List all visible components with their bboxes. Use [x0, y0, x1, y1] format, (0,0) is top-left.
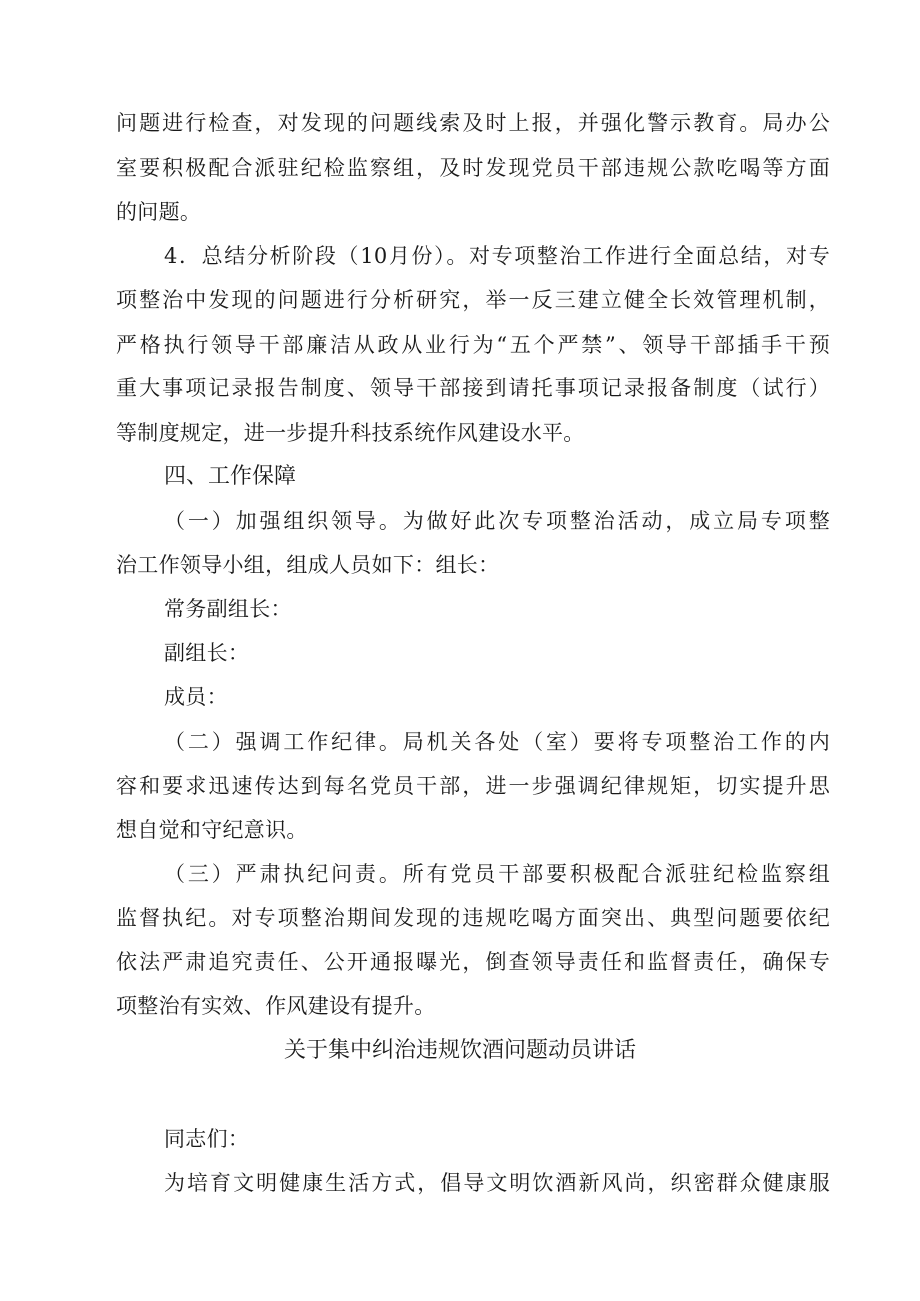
body-line: 重大事项记录报告制度、领导干部接到请托事项记录报备制度（试行） — [116, 376, 830, 400]
body-line: （一）加强组织领导。为做好此次专项整治活动，成立局专项整 — [164, 509, 830, 533]
body-line: 的问题。 — [116, 200, 202, 224]
body-line: 项整治中发现的问题进行分析研究，举一反三建立健全长效管理机制， — [116, 288, 830, 312]
body-line: 项整治有实效、作风建设有提升。 — [116, 994, 436, 1018]
body-line: 为培育文明健康生活方式，倡导文明饮酒新风尚，织密群众健康服 — [164, 1171, 830, 1195]
body-line: 问题进行检查，对发现的问题线索及时上报，并强化警示教育。局办公 — [116, 111, 830, 135]
body-line: 容和要求迅速传达到每名党员干部，进一步强调纪律规矩，切实提升思 — [116, 774, 830, 798]
body-line: 依法严肃追究责任、公开通报曝光，倒查领导责任和监督责任，确保专 — [116, 950, 830, 974]
section-heading: 四、工作保障 — [164, 464, 297, 489]
body-line: 想自觉和守纪意识。 — [116, 818, 308, 842]
body-line: 严格执行领导干部廉洁从政从业行为“五个严禁”、领导干部插手干预 — [116, 333, 830, 357]
body-line: 常务副组长： — [164, 597, 292, 621]
salutation: 同志们： — [164, 1127, 250, 1151]
speech-title: 关于集中纠治违规饮酒问题动员讲话 — [283, 1038, 636, 1063]
body-line: 副组长： — [164, 641, 250, 665]
body-line: 成员： — [164, 685, 228, 709]
body-line: 室要积极配合派驻纪检监察组，及时发现党员干部违规公款吃喝等方面 — [116, 156, 830, 180]
body-line: 等制度规定，进一步提升科技系统作风建设水平。 — [116, 421, 585, 445]
body-line: 4．总结分析阶段（10月份）。对专项整治工作进行全面总结，对专 — [164, 244, 830, 268]
body-line: 治工作领导小组，组成人员如下：组长： — [116, 553, 500, 577]
body-line: （三）严肃执纪问责。所有党员干部要积极配合派驻纪检监察组 — [164, 862, 830, 886]
body-line: （二）强调工作纪律。局机关各处（室）要将专项整治工作的内 — [164, 730, 830, 754]
body-line: 监督执纪。对专项整治期间发现的违规吃喝方面突出、典型问题要依纪 — [116, 906, 830, 930]
